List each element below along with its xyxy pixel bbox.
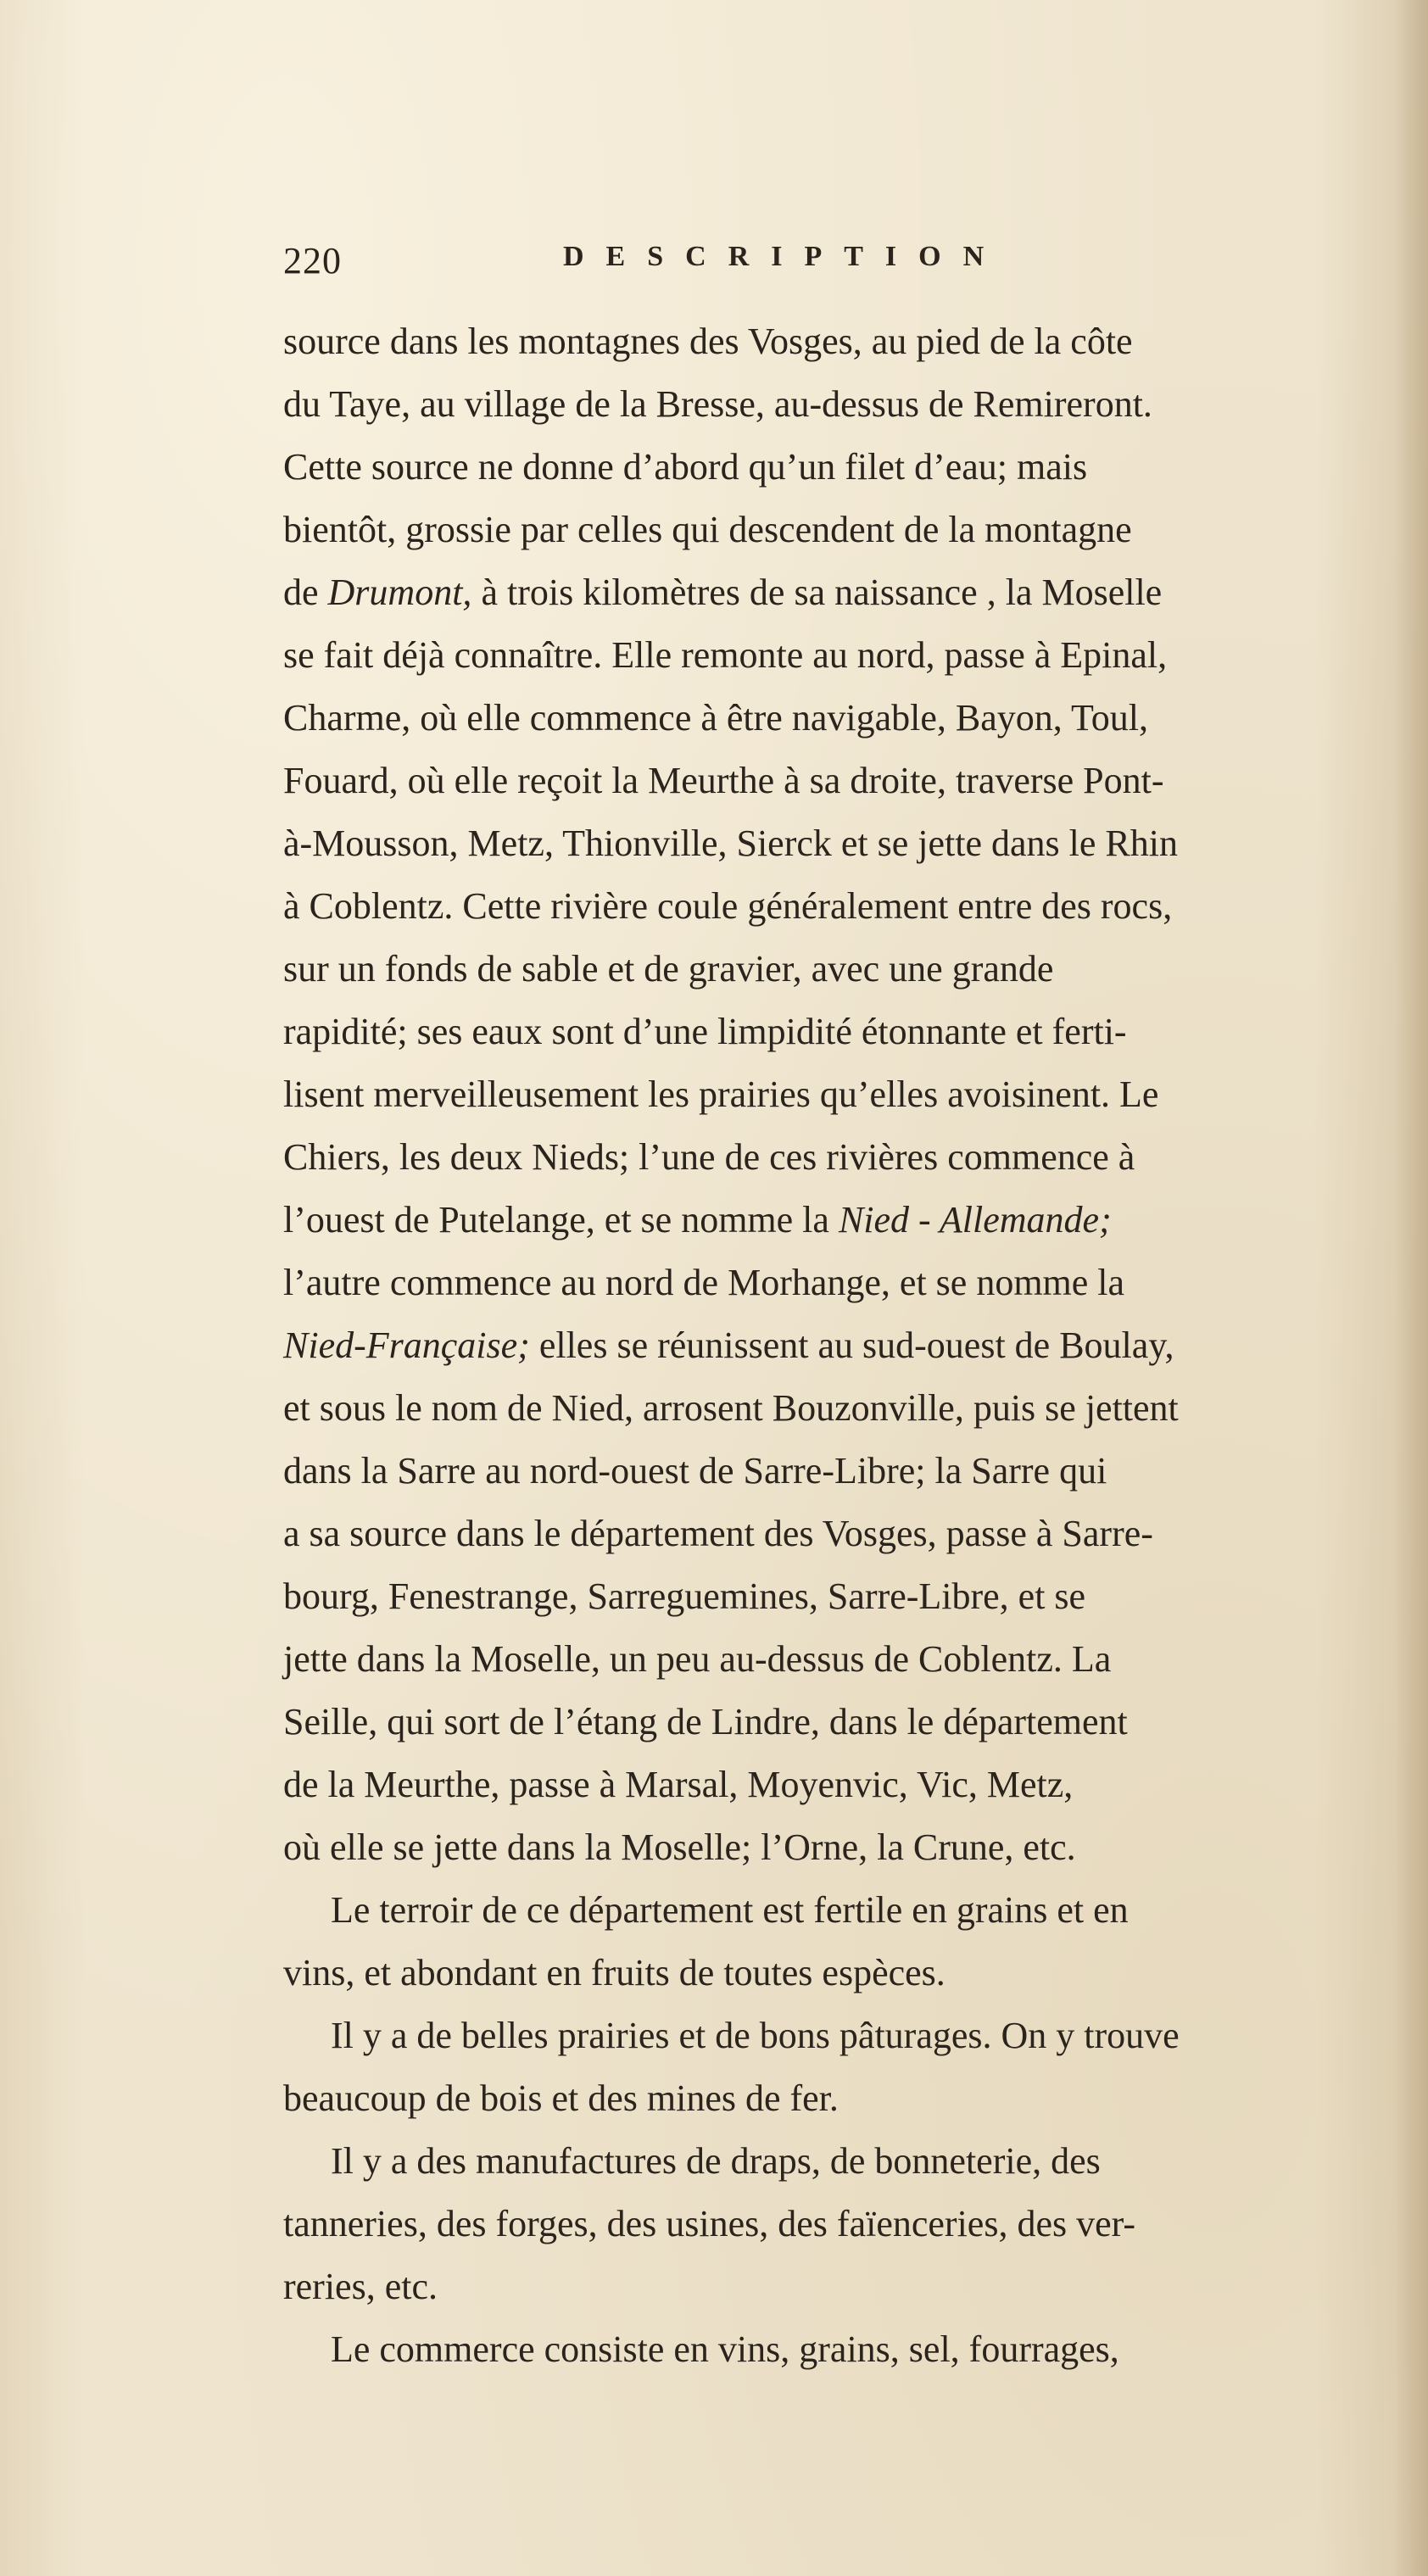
text-line — [283, 1189, 1112, 1252]
text-segment: elles se réunissent au sud-ouest de Boulay, — [529, 1324, 1174, 1366]
text-line: vins, et abondant en fruits de toutes espèces. — [283, 1952, 945, 1993]
text-line: à Coblentz. Cette rivière coule généralement entre des rocs, — [283, 885, 1173, 927]
italic-place-name: Drumont, — [327, 572, 472, 613]
text-segment: de — [283, 572, 328, 613]
text-line: Seille, qui sort de l’étang de Lindre, dans le département — [283, 1701, 1128, 1742]
text-line: et sous le nom de Nied, arrosent Bouzonville, puis se jettent — [283, 1387, 1179, 1429]
running-head — [283, 239, 1165, 290]
text-line: source dans les montagnes des Vosges, au pied de la côte — [283, 321, 1133, 362]
running-title: DESCRIPTION — [563, 241, 1007, 272]
text-line: Chiers, les deux Nieds; l’une de ces rivières commence à — [283, 1136, 1135, 1178]
text-line: sur un fonds de sable et de gravier, avec une grande — [283, 948, 1054, 990]
text-line: l’autre commence au nord de Morhange, et se nomme la — [283, 1262, 1125, 1303]
text-line: lisent merveilleusement les prairies qu’elles avoisinent. Le — [283, 1073, 1159, 1115]
paragraph-start-line: Le terroir de ce département est fertile en grains et en — [331, 1889, 1129, 1931]
page-edge-shadow — [1394, 0, 1428, 2576]
paragraph-start-line: Le commerce consiste en vins, grains, sel, fourrages, — [331, 2328, 1119, 2370]
text-line — [283, 1314, 1174, 1377]
italic-river-name: Nied - Allemande; — [838, 1199, 1112, 1241]
text-line — [283, 561, 1162, 624]
text-line: dans la Sarre au nord-ouest de Sarre-Libre; la Sarre qui — [283, 1450, 1107, 1492]
text-line: a sa source dans le département des Vosges, passe à Sarre- — [283, 1513, 1153, 1554]
text-line: où elle se jette dans la Moselle; l’Orne, la Crune, etc. — [283, 1826, 1076, 1868]
page-number: 220 — [283, 240, 342, 282]
text-line: jette dans la Moselle, un peu au-dessus de Coblentz. La — [283, 1638, 1112, 1680]
paragraph-start-line: Il y a des manufactures de draps, de bonneterie, des — [331, 2140, 1101, 2182]
text-line: rapidité; ses eaux sont d’une limpidité étonnante et ferti- — [283, 1011, 1127, 1052]
paragraph-start-line: Il y a de belles prairies et de bons pâturages. On y trouve — [331, 2015, 1180, 2056]
text-line: Fouard, où elle reçoit la Meurthe à sa droite, traverse Pont- — [283, 760, 1164, 801]
text-line: reries, etc. — [283, 2266, 438, 2307]
text-line: Charme, où elle commence à être navigable, Bayon, Toul, — [283, 697, 1148, 739]
text-line: de la Meurthe, passe à Marsal, Moyenvic, Vic, Metz, — [283, 1764, 1074, 1805]
italic-river-name: Nied-Française; — [283, 1324, 530, 1366]
text-line: beaucoup de bois et des mines de fer. — [283, 2077, 839, 2119]
text-segment: l’ouest de Putelange, et se nomme la — [283, 1199, 839, 1241]
text-line: du Taye, au village de la Bresse, au-dessus de Remireront. — [283, 383, 1152, 425]
text-line: à-Mousson, Metz, Thionville, Sierck et se jette dans le Rhin — [283, 822, 1178, 864]
text-line: se fait déjà connaître. Elle remonte au nord, passe à Epinal, — [283, 634, 1168, 676]
text-line: bourg, Fenestrange, Sarreguemines, Sarre-Libre, et se — [283, 1575, 1086, 1617]
text-segment: à trois kilomètres de sa naissance , la Moselle — [471, 572, 1163, 613]
text-line: tanneries, des forges, des usines, des faïenceries, des ver- — [283, 2203, 1136, 2244]
text-line: Cette source ne donne d’abord qu’un filet d’eau; mais — [283, 446, 1088, 488]
text-line: bientôt, grossie par celles qui descendent de la montagne — [283, 509, 1132, 550]
